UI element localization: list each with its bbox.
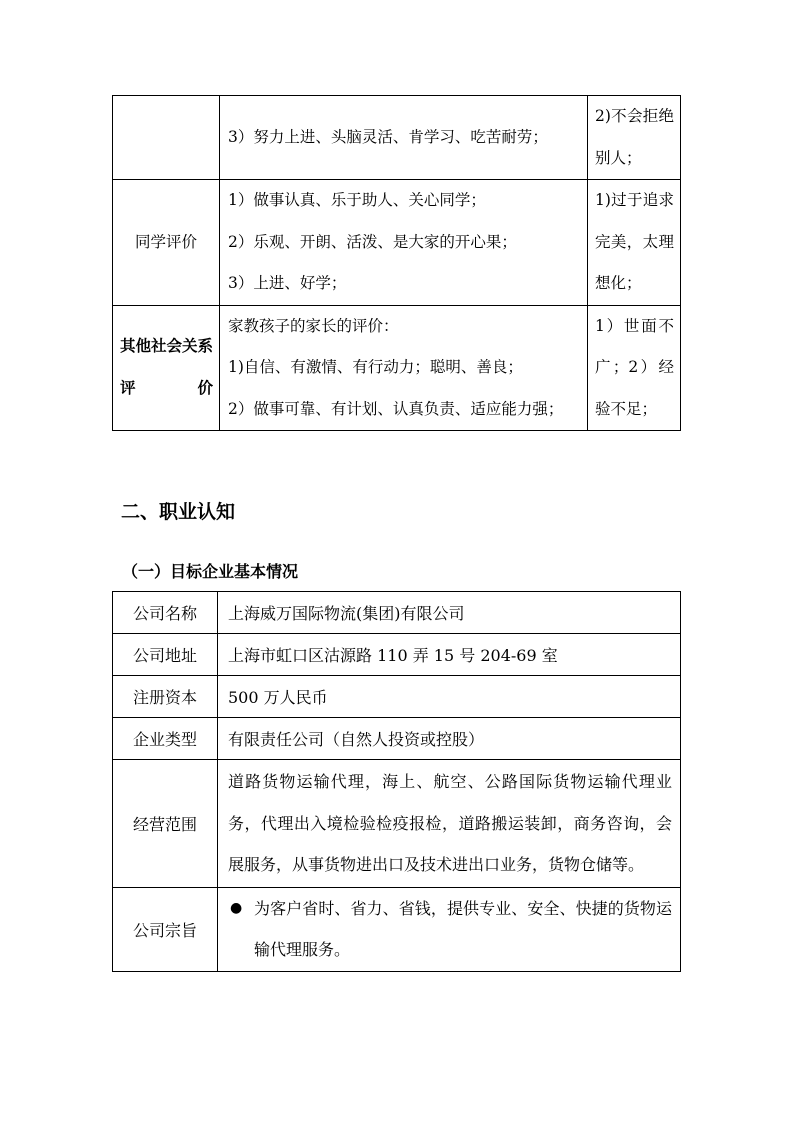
- table-row: [113, 592, 681, 634]
- registered-capital-label: 注册资本: [113, 676, 218, 718]
- table-row: [113, 634, 681, 676]
- evaluation-table: [112, 95, 681, 431]
- company-type-label: 企业类型: [113, 718, 218, 760]
- company-name-label: 公司名称: [113, 592, 218, 634]
- table-row: [113, 676, 681, 718]
- company-mission-cell: [218, 887, 681, 971]
- bullet-icon: ●: [230, 899, 243, 916]
- strength-item: 3）上进、好学；: [228, 274, 347, 292]
- weaknesses-cell: 1）世面不广；2）经验不足；: [588, 305, 681, 431]
- business-scope-value: 道路货物运输代理，海上、航空、公路国际货物运输代理业务，代理出入境检验检疫报检，道路搬运装卸，商务咨询，会展服务，从事货物进出口及技术进出口业务，货物仓储等。: [218, 760, 681, 888]
- business-scope-label: 经营范围: [113, 760, 218, 888]
- weaknesses-cell: 2)不会拒绝别人；: [588, 96, 681, 180]
- section-title: 二、职业认知: [121, 501, 236, 523]
- strength-item: 2）做事可靠、有计划、认真负责、适应能力强；: [228, 399, 564, 418]
- table-row: [113, 718, 681, 760]
- company-mission-label: 公司宗旨: [113, 887, 218, 971]
- strength-item: 2）乐观、开朗、活泼、是大家的开心果；: [228, 232, 517, 251]
- row-label-classmates: 同学评价: [113, 180, 220, 306]
- table-row: [113, 760, 681, 888]
- table-row: [113, 96, 681, 180]
- strengths-cell: [220, 96, 588, 180]
- subsection-title: （一）目标企业基本情况: [122, 562, 299, 581]
- strengths-cell: [220, 305, 588, 431]
- table-row: [113, 887, 681, 971]
- strength-item: 1）做事认真、乐于助人、关心同学；: [228, 191, 486, 209]
- company-address-value: 上海市虹口区沽源路 110 弄 15 号 204-69 室: [218, 634, 681, 676]
- row-label-other-relations: 其他社会关系评价: [113, 305, 220, 431]
- table-row: [113, 180, 681, 306]
- mission-text: 为客户省时、省力、省钱，提供专业、安全、快捷的货物运输代理服务。: [254, 898, 672, 959]
- strength-item: 3）努力上进、头脑灵活、肯学习、吃苦耐劳；: [228, 127, 548, 146]
- registered-capital-value: 500 万人民币: [218, 676, 681, 718]
- company-name-value: 上海威万国际物流(集团)有限公司: [218, 592, 681, 634]
- strength-item: 1)自信、有激情、有行动力；聪明、善良；: [228, 358, 523, 376]
- weaknesses-cell: 1)过于追求完美，太理想化；: [588, 180, 681, 306]
- mission-bullet-item: [230, 888, 672, 971]
- table-row: [113, 305, 681, 431]
- strengths-cell: [220, 180, 588, 306]
- company-address-label: 公司地址: [113, 634, 218, 676]
- company-type-value: 有限责任公司（自然人投资或控股）: [218, 718, 681, 760]
- strength-item: 家教孩子的家长的评价：: [228, 316, 399, 335]
- row-label-empty: [113, 96, 220, 180]
- company-info-table: [112, 591, 681, 972]
